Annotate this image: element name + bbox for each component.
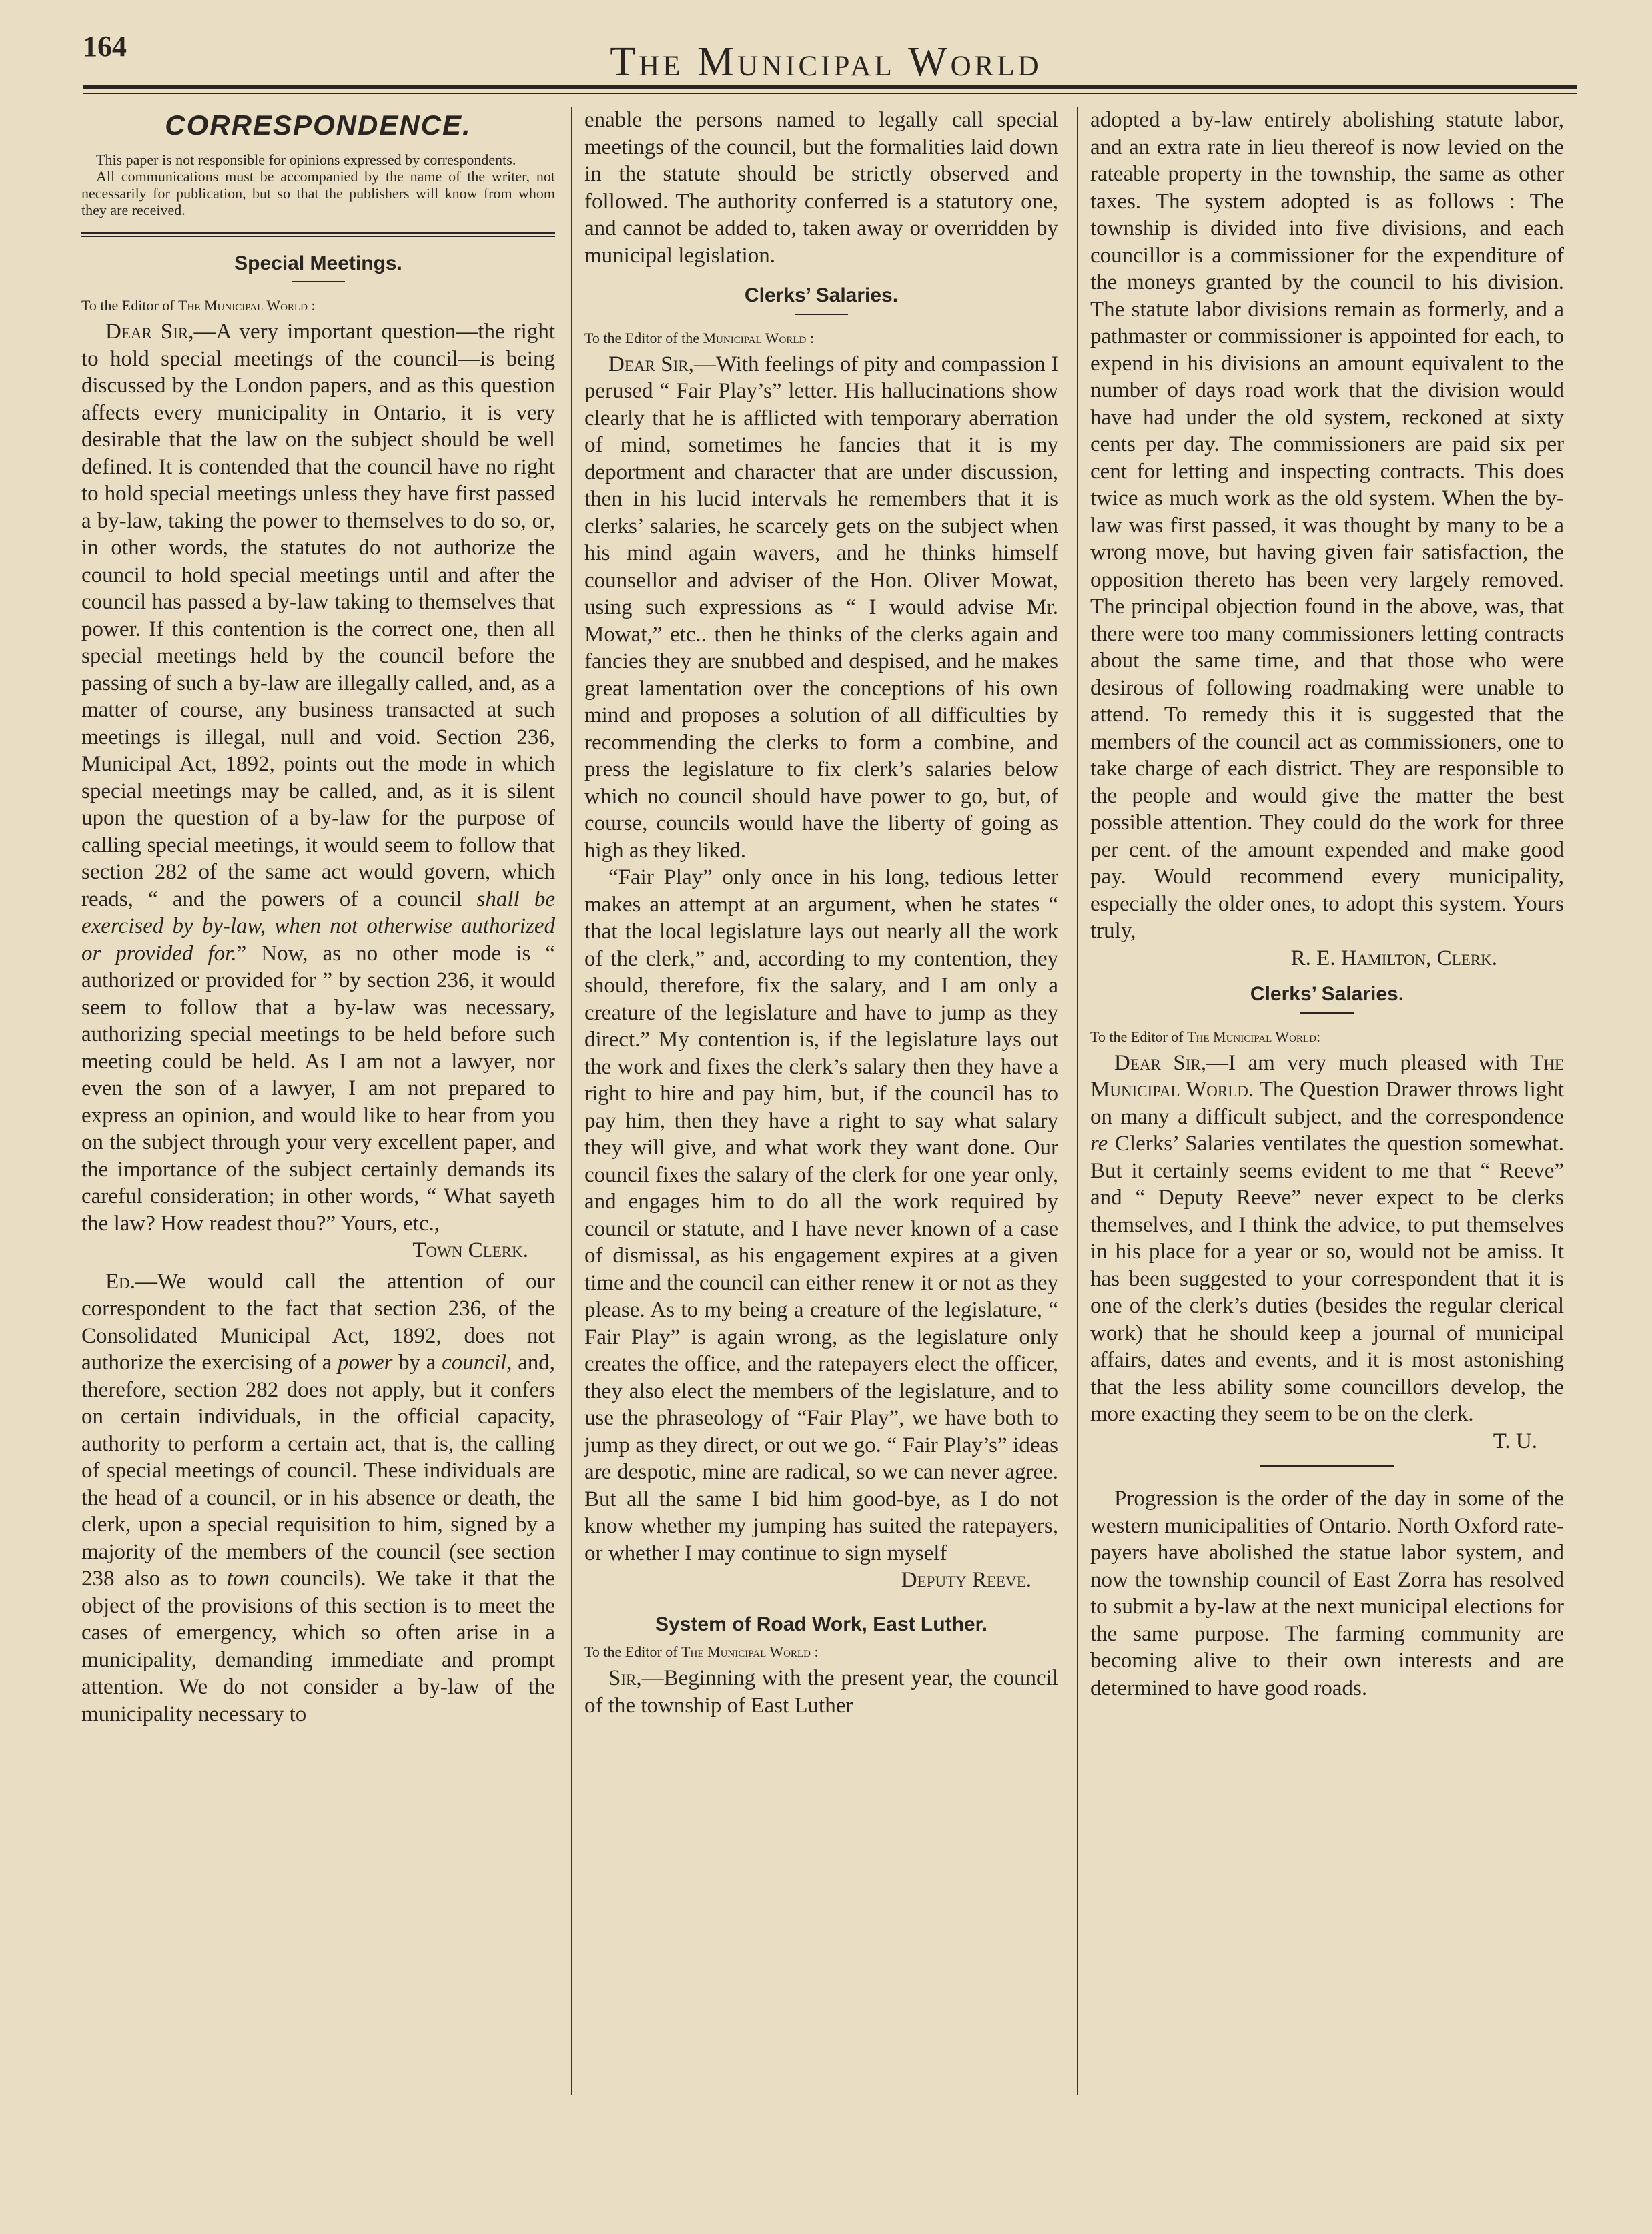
reply-text: by a [398, 1351, 436, 1375]
article-title: Clerks’ Salaries. [1250, 983, 1404, 1005]
column-1 [81, 107, 555, 1728]
divider [795, 314, 848, 315]
addressee-line [1090, 1027, 1564, 1047]
column-divider [571, 107, 572, 2095]
article-title: System of Road Work, East Luther. [655, 1613, 987, 1635]
divider [1260, 1465, 1394, 1467]
letter-body [1090, 1050, 1564, 1428]
masthead: The Municipal World [610, 39, 1042, 85]
reply-text: —We would call the attention of our correspondent to the fact that section 236, of the Consolidated Municipal Act, 1892, does not authorize the exercising of a [81, 1269, 555, 1375]
addressee-line [81, 296, 555, 316]
addressee-suffix: : [809, 329, 814, 346]
signature: Town Clerk. [412, 1238, 528, 1262]
reply-italic: power [338, 1351, 393, 1375]
signature: T. U. [1493, 1429, 1537, 1453]
editorial-notice [81, 151, 555, 218]
letter-italic: shall be exercised by by-law, when not otherwise authorized or provided for. [81, 887, 556, 966]
divider [292, 281, 345, 282]
salutation: Dear Sir, [608, 352, 694, 376]
salutation: Sir, [608, 1666, 642, 1690]
addressee-suffix: : [814, 1643, 819, 1660]
reply-text: councils). We take it that the object of the provisions of this section is to meet the cases of emergency, which so often arise in a municipality, demanding immediate and prompt attention. We do not consider a by-law of the municipality necessary to [81, 1567, 555, 1726]
addressee-line [584, 328, 1058, 348]
reply-italic: council, [442, 1351, 512, 1375]
letter-body: “Fair Play” only once in his long, tedious letter makes an attempt at an argument, when he states “ that the local legislature lays out nearly all the work of the clerk,” and, according to my contention, they should, therefore, fix the salary, and I am only a creature of the legislature and have to jump as they direct.” My contention is, if the legislature lays out the work and fixes the clerk’s salary then they have a right to hire and pay him, but, if the council has to pay him, then they have a right to say what salary they will give, and what work they want done. Our council fixes the salary of the clerk for one year only, and engages him to do all the work required by council or statute, and I have never known of a case of dismissal, as his engagement expires at a given time and the council can either renew it or not as they please. As to my being a creature of the legislature, “ Fair Play” is again wrong, as the legislature only creates the office, and the ratepayers elect the officer, they also elect the members of the legislature, and to use the phraseology of “Fair Play”, we have both to jump as they direct, or out we go. “ Fair Play’s” ideas are despotic, mine are radical, so we can never agree. But all the same I bid him good-bye, as I do not know whether my jumping has suited the ratepayers, or whether I may continue to sign myself [584, 865, 1058, 1565]
header-rule [83, 85, 1577, 94]
notice-line: This paper is not responsible for opinions expressed by correspondents. [96, 151, 516, 168]
notice-line: All communications must be accompanied by the name of the writer, not necessarily for publication, but so that the publishers will know from whom they are received. [81, 167, 555, 218]
addressee-name: The Municipal World [178, 297, 308, 314]
reply-text: and, therefore, section 282 does not apply, but it confers on certain individuals, in the official capacity, authority to perform a certain act, that is, the calling of special meetings of council. These individuals are the head of a council, or in his absence or death, the clerk, upon a special requisition to him, signed by a majority of the members of the council (see section 238 also as to [81, 1351, 556, 1591]
letter-body [81, 318, 555, 1237]
continued-text: adopted a by-law entirely abolishing statute labor, and an extra rate in lieu thereof is now levied on the rateable property in the township, the same as other taxes. The system adopted is as follows : The township is divided into five divisions, and each councillor is a commissioner for the expenditure of the moneys granted by the council to his division. The statute labor divisions remain as formerly, and a pathmaster or commissioner is appointed for each, to expend in his divisions an amount equivalent to the number of days road work that the division would have had under the old system, reckoned at sixty cents per day. The commissioners are paid six per cent for letting and inspecting contracts. This does twice as much work as the old system. When the by-law was first passed, it was thought by many to be a wrong move, but having given fair satisfaction, the opposition thereto has been very largely removed. The principal objection found in the above, was, that there were too many commissioners letting contracts about the same time, and that those who were desirous of following roadmaking were unable to attend. To remedy this it is suggested that the members of the council act as commissioners, one to take charge of each district. They are responsible to the people and would give the matter the best possible attention. They could do the work for three per cent. of the amount expended and make good pay. Would recommend every municipality, especially the older ones, to adopt this system. Yours truly, [1090, 108, 1564, 943]
continued-text: enable the persons named to legally call special meetings of the council, but the formalities laid down in the statute should be strictly observed and followed. The authority conferred is a statutory one, and cannot be added to, taken away or overridden by municipal legislation. [584, 108, 1058, 268]
letter-text: —A very important question—the right to hold special meetings of the council—is being discussed by the London papers, and as this question affects every municipality in Ontario, it is very desirable that the law on the subject should be well defined. It is contended that the council have no right to hold special meetings unless they have first passed a by-law, taking the power to themselves to do so, or, in other words, the statutes do not authorize the council to hold special meetings until and after the council has passed a by-law taking to themselves that power. If this contention is the correct one, then all special meetings held by the council before the passing of such a by-law are illegally called, and, as a matter of course, any business transacted at such meetings is illegal, null and void. Section 236, Municipal Act, 1892, points out the mode in which special meetings may be called, and, as it is silent upon the question of a by-law for the purpose of calling special meetings, it would seem to follow that section 282 of the same act would govern, which reads, “ and the powers of a council [81, 320, 555, 911]
reply-italic: town [226, 1567, 270, 1591]
addressee-name: Municipal World [703, 329, 807, 346]
letter-text: —Beginning with the present year, the council of the township of East Luther [584, 1666, 1058, 1718]
letter-text: Clerks’ Salaries ventilates the question somewhat. But it certainly seems evident to me that “ Reeve” and “ Deputy Reeve” never expect to be clerks themselves, and I think the advice, to put themselves in his place for a year or so, would not be amiss. It has been suggested to your correspondent that it is one of the clerk’s duties (besides the regular clerical work) that he should keep a journal of municipal affairs, dates and events, and it is most astonishing that the less ability some councillors develop, the more exacting they seem to be on the clerk. [1090, 1132, 1564, 1426]
divider [1300, 1012, 1354, 1014]
letter-text: The Question Drawer throws light on many a difficult subject, and the correspondence [1090, 1078, 1564, 1129]
news-item: Progression is the order of the day in some of the western municipalities of Ontario. North Oxford rate-payers have abolished the statue labor system, and now the township council of East Zorra has resolved to submit a by-law at the next municipal elections for the same purpose. The farming community are becoming alive to their own interests and are determined to have good roads. [1090, 1487, 1564, 1700]
addressee-prefix: To the Editor of [81, 297, 175, 314]
addressee-prefix: To the Editor of [584, 1643, 678, 1660]
journal-name: The Municipal World. [1090, 1050, 1564, 1102]
letter-body [584, 1665, 1058, 1719]
divider [81, 232, 555, 237]
editor-label: Ed. [105, 1269, 136, 1294]
addressee-suffix: : [1316, 1028, 1321, 1045]
letter-text: —With feelings of pity and compassion I perused “ Fair Play’s” letter. His hallucinations show clearly that he is afflicted with temporary aberration of mind, sometimes he fancies that it is my deportment and character that are under discussion, then in his lucid intervals he remembers that it is clerks’ salaries, he scarcely gets on the subject when his mind again wavers, and he thinks himself counsellor and adviser of the Hon. Oliver Mowat, using such expressions as “ I would advise Mr. Mowat,” etc.. then he thinks of the clerks again and fancies they are snubbed and despised, and he makes great lamentation over the conceptions of his own mind and proposes a solution of all difficulties by recommending the clerks to form a combine, and press the legislature to fix clerk’s salaries below which no council should have power to go, but, of course, councils would have the liberty of going as high as they liked. [584, 352, 1058, 863]
signature: Deputy Reeve. [901, 1568, 1031, 1592]
page-number: 164 [83, 30, 127, 63]
addressee-name: The Municipal World [1187, 1028, 1316, 1045]
column-divider [1077, 107, 1078, 2095]
column-2 [584, 107, 1058, 1719]
addressee-prefix: To the Editor of [1090, 1028, 1184, 1045]
addressee-line [584, 1642, 1058, 1662]
signature: R. E. Hamilton, Clerk. [1290, 946, 1497, 970]
letter-text: —I am very much pleased with [1206, 1050, 1518, 1075]
salutation: Dear Sir, [105, 320, 194, 344]
editor-reply [81, 1268, 555, 1728]
column-3 [1090, 107, 1564, 1702]
article-title: Special Meetings. [234, 252, 402, 274]
article-title: Clerks’ Salaries. [744, 284, 899, 306]
addressee-suffix: : [311, 297, 316, 314]
salutation: Dear Sir, [1114, 1050, 1206, 1075]
letter-italic: re [1090, 1132, 1108, 1156]
addressee-name: The Municipal World [681, 1643, 811, 1660]
section-heading: CORRESPONDENCE. [165, 109, 472, 141]
addressee-prefix: To the Editor of the [584, 329, 699, 346]
letter-body [584, 351, 1058, 865]
letter-text: ” Now, as no other mode is “ authorized or provided for ” by section 236, it would seem to follow that a by-law was necessary, authorizing special meetings to be held before such meeting could be held. As I am not a lawyer, nor even the son of a lawyer, I am not prepared to express an opinion, and would like to hear from you on the subject through your very excellent paper, and the importance of the subject certainly demands its careful consideration; in other words, “ What sayeth the law? How readest thou?” Yours, etc., [81, 941, 555, 1236]
